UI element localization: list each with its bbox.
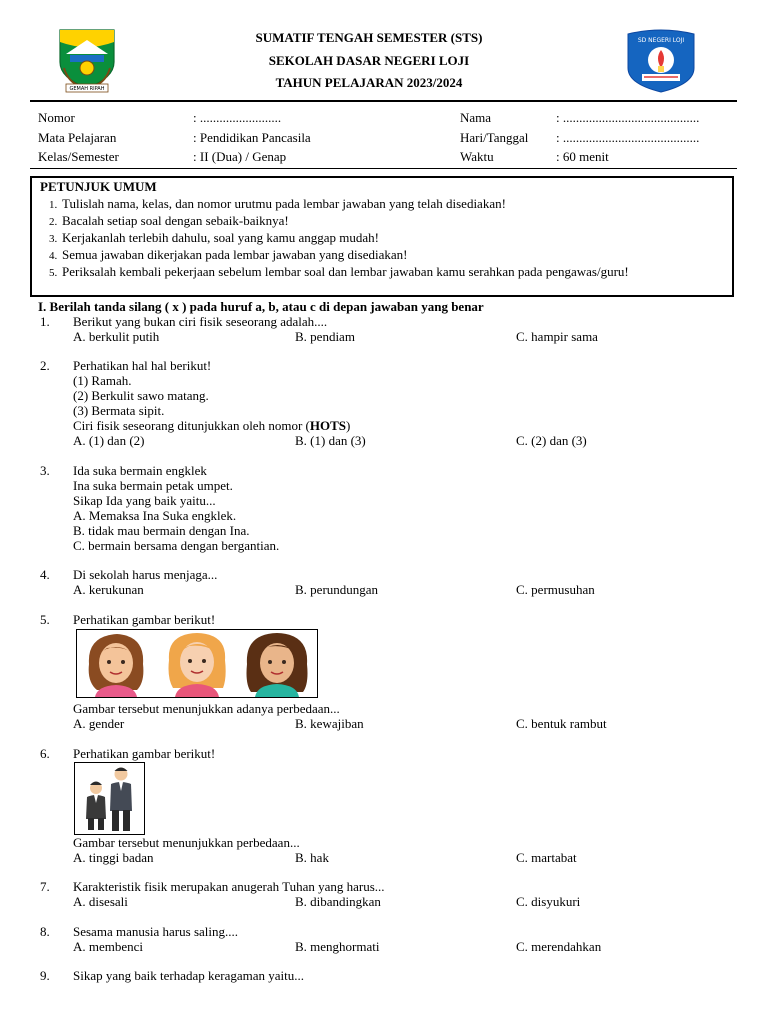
question-number: 6. — [40, 746, 50, 761]
academic-year: TAHUN PELAJARAN 2023/2024 — [275, 75, 463, 90]
option-b: B. kewajiban — [295, 716, 364, 731]
question-text: Sesama manusia harus saling.... — [73, 924, 238, 939]
question-number: 5. — [40, 612, 50, 627]
instruction-item: 4. Semua jawaban dikerjakan pada lembar jawaban yang disediakan! — [60, 246, 726, 263]
question-text: Karakteristik fisik merupakan anugerah Tuhan yang harus... — [73, 879, 385, 894]
option-c: C. (2) dan (3) — [516, 433, 587, 448]
question-prompt — [73, 418, 350, 433]
question-number: 3. — [40, 463, 50, 478]
date-label: Hari/Tanggal — [460, 130, 529, 145]
question-line: Ina suka bermain petak umpet. — [73, 478, 233, 493]
name-label: Nama — [460, 110, 492, 125]
statement-1: (1) Ramah. — [73, 373, 132, 388]
class-label: Kelas/Semester — [38, 149, 119, 164]
svg-text:GEMAH RIPAH: GEMAH RIPAH — [69, 86, 105, 92]
svg-text:SD NEGERI LOJI: SD NEGERI LOJI — [637, 37, 685, 44]
option-a: A. gender — [73, 716, 125, 731]
instruction-item: 2. Bacalah setiap soal dengan sebaik-baiknya! — [60, 212, 726, 229]
instruction-item: 1. Tulislah nama, kelas, dan nomor urutmu pada lembar jawaban yang telah disediakan! — [60, 195, 726, 212]
option-c: C. martabat — [516, 850, 577, 865]
question-text: Gambar tersebut menunjukkan adanya perbedaan... — [73, 701, 340, 716]
time-value: : 60 menit — [556, 149, 609, 164]
general-instructions-box — [30, 176, 734, 297]
option-b: B. (1) dan (3) — [295, 433, 366, 448]
section-title: I. Berilah tanda silang ( x ) pada huruf a, b, atau c di depan jawaban yang benar — [38, 299, 484, 314]
question-text: Perhatikan gambar berikut! — [73, 746, 216, 761]
instruction-item: 5. Periksalah kembali pekerjaan sebelum lembar soal dan lembar jawaban kamu serahkan pada pengawas/guru! — [60, 263, 726, 280]
question-number: 4. — [40, 567, 50, 582]
hots-label: HOTS — [309, 418, 346, 433]
question-text: Perhatikan hal hal berikut! — [73, 358, 212, 373]
question-number: 1. — [40, 314, 50, 329]
question-text: Berikut yang bukan ciri fisik seseorang adalah.... — [73, 314, 328, 329]
question-number: 7. — [40, 879, 50, 894]
option-c: C. hampir sama — [516, 329, 598, 344]
instructions-title: PETUNJUK UMUM — [40, 179, 157, 194]
question-text: Di sekolah harus menjaga... — [73, 567, 218, 582]
subject-value: : Pendidikan Pancasila — [193, 130, 311, 145]
option-a: A. Memaksa Ina Suka engklek. — [73, 508, 237, 523]
prompt-close: ) — [345, 418, 351, 433]
two-men-image — [74, 762, 145, 835]
statement-3: (3) Bermata sipit. — [73, 403, 165, 418]
option-b: B. pendiam — [295, 329, 355, 344]
question-number: 9. — [40, 968, 50, 983]
question-text: Perhatikan gambar berikut! — [73, 612, 216, 627]
header-divider — [30, 100, 737, 102]
three-girls-image — [76, 629, 318, 698]
question-text: Ida suka bermain engklek — [73, 463, 207, 478]
option-b: B. hak — [295, 850, 329, 865]
option-b: B. perundungan — [295, 582, 379, 597]
info-divider — [30, 168, 737, 169]
option-a: A. kerukunan — [73, 582, 144, 597]
option-b: B. menghormati — [295, 939, 380, 954]
option-b: B. dibandingkan — [295, 894, 381, 909]
question-number: 8. — [40, 924, 50, 939]
question-line: Sikap Ida yang baik yaitu... — [73, 493, 216, 508]
question-number: 2. — [40, 358, 50, 373]
nomor-label: Nomor — [38, 110, 75, 125]
question-text: Gambar tersebut menunjukkan perbedaan... — [73, 835, 300, 850]
option-a: A. tinggi badan — [73, 850, 154, 865]
option-a: A. berkulit putih — [73, 329, 160, 344]
option-a: A. (1) dan (2) — [73, 433, 145, 448]
question-text: Sikap yang baik terhadap keragaman yaitu... — [73, 968, 305, 983]
date-value: : .......................................... — [556, 130, 700, 145]
option-c: C. permusuhan — [516, 582, 595, 597]
option-c: C. bermain bersama dengan bergantian. — [73, 538, 280, 553]
prompt-text: Ciri fisik seseorang ditunjukkan oleh nomor ( — [73, 418, 310, 433]
exam-title: SUMATIF TENGAH SEMESTER (STS) — [255, 30, 483, 45]
option-c: C. disyukuri — [516, 894, 581, 909]
time-label: Waktu — [460, 149, 494, 164]
nomor-value: : ......................... — [193, 110, 282, 125]
instruction-item: 3. Kerjakanlah terlebih dahulu, soal yang kamu anggap mudah! — [60, 229, 726, 246]
two-men-illustration — [75, 763, 144, 834]
statement-2: (2) Berkulit sawo matang. — [73, 388, 209, 403]
subject-label: Mata Pelajaran — [38, 130, 117, 145]
instructions-list — [40, 195, 726, 280]
school-name: SEKOLAH DASAR NEGERI LOJI — [268, 53, 470, 68]
option-c: C. bentuk rambut — [516, 716, 607, 731]
option-b: B. tidak mau bermain dengan Ina. — [73, 523, 250, 538]
three-girls-illustration — [77, 630, 317, 697]
option-c: C. merendahkan — [516, 939, 602, 954]
option-a: A. disesali — [73, 894, 128, 909]
class-value: : II (Dua) / Genap — [193, 149, 287, 164]
option-a: A. membenci — [73, 939, 144, 954]
name-value: : .......................................... — [556, 110, 700, 125]
